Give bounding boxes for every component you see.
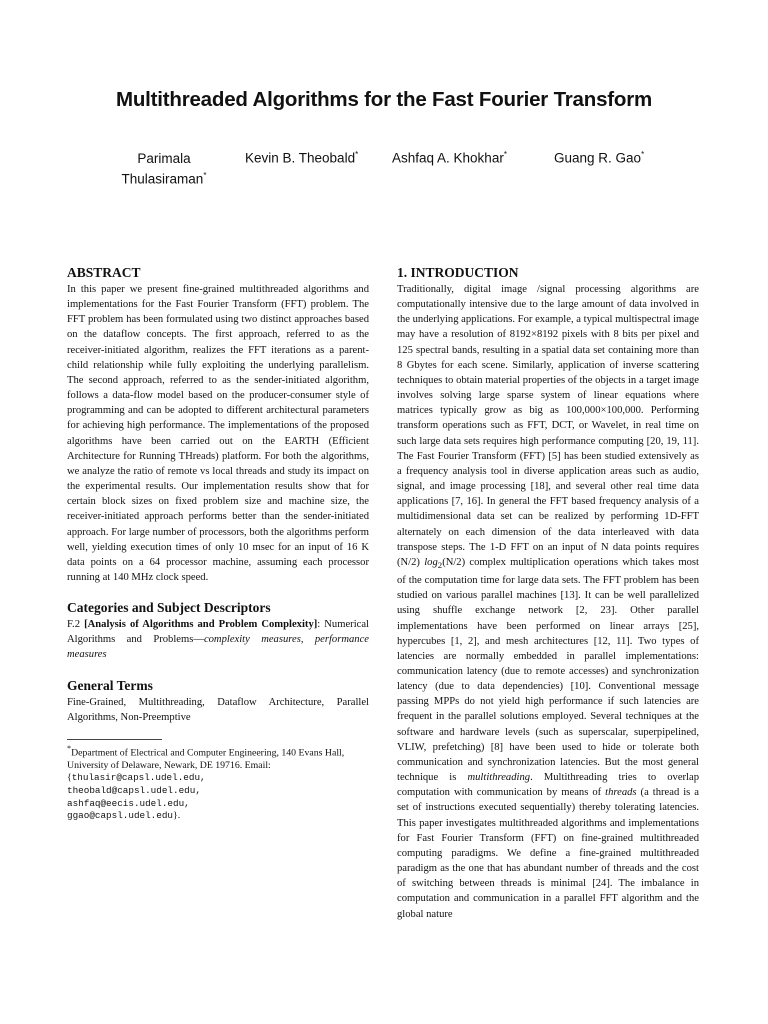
- categories-heading: Categories and Subject Descriptors: [67, 600, 271, 616]
- intro-emphasis: multithreading: [467, 772, 531, 784]
- introduction-text: [397, 282, 699, 922]
- intro-part: . Multithreading tries to overlap computation with communication by means of: [397, 772, 699, 799]
- footnote-email: ggao@capsl.udel.edu: [67, 810, 174, 822]
- general-terms-text: Fine-Grained, Multithreading, Dataflow Architecture, Parallel Algorithms, Non-Preemptive: [67, 696, 369, 723]
- footnote: [67, 743, 369, 823]
- author-name: Guang R. Gao: [554, 150, 642, 166]
- right-column: [397, 264, 699, 922]
- intro-part: (a thread is a set of instructions executed sequentially) thereby tolerating latencies. This paper investigates multithreaded algorithms and implementations for Fast Fourier Transform (FFT) on fine-grained multithreaded computing paradigms. We define a fine-grained multithreaded paradigm as the one that has abundant number of threads and the cost of switching between threads is minimal [24]. The imbalance in computation and communication in a parallel FFT algorithm and the global nature: [397, 787, 699, 920]
- log-subscript: 2: [437, 559, 443, 570]
- author-3: [392, 150, 507, 166]
- categories-text: [67, 617, 369, 662]
- category-plain: : Numerical Algorithms and Problems—: [67, 619, 369, 646]
- footnote-rule: [67, 739, 162, 740]
- author-name: Parimala Thulasiraman: [121, 151, 204, 187]
- footnote-mark: *: [67, 743, 72, 753]
- intro-part: Traditionally, digital image /signal processing algorithms are computationally intensive due to the large amount of data involved in the underlying applications. For example, a typical multispectral image may have a resolution of 8192×8192 pixels with 8 bits per pixel and 125 spectral bands, resulting in a spatial data set containing more than 8 Gbytes for each scene. Similarly, application of inverse scattering techniques to obtain material properties of the objects in a target image involves solving large sparse system of linear equations where matrices typically grow as big as 100,000×100,000. Performing transform operations such as FFT, DCT, or Wavelet, in real time on such large data sets requires high performance computing [20, 19, 11]. The Fast Fourier Transform (FFT) [5] has been studied extensively as a frequency analysis tool in diverse application areas such as audio, signal, and image processing [18], and several other real time data applications [7, 16]. In general the FFT based frequency analysis of a multidimensional data set can be realized by performing 1D-FFT alternately on each dimension of the data interleaved with data transpose steps. The 1-D FFT on an input of N data points requires (N/2): [397, 284, 699, 568]
- general-terms-heading: General Terms: [67, 677, 153, 693]
- author-mark: *: [355, 150, 359, 159]
- footnote-email: theobald@capsl.udel.edu,: [67, 784, 201, 796]
- footnote-email: ashfaq@eecis.udel.edu,: [67, 797, 190, 809]
- author-4: [554, 150, 644, 166]
- category-italic: complexity measures, performance measures: [67, 634, 369, 661]
- category-bold: [Analysis of Algorithms and Problem Complexity]: [84, 619, 318, 631]
- paper-title: Multithreaded Algorithms for the Fast Fourier Transform: [115, 88, 653, 111]
- category-code: F.2: [67, 619, 80, 631]
- author-mark: *: [503, 150, 507, 159]
- author-name: Kevin B. Theobald: [245, 150, 356, 166]
- footnote-text: Department of Electrical and Computer Engineering, 140 Evans Hall, University of Delaware, Newark, DE 19716. Email: {: [67, 747, 345, 784]
- author-mark: *: [641, 150, 645, 159]
- author-mark: *: [203, 171, 207, 180]
- author-1: [108, 150, 220, 188]
- author-name: Ashfaq A. Khokhar: [392, 150, 504, 166]
- left-column: [67, 264, 369, 823]
- author-2: [245, 150, 358, 166]
- footnote-close: }.: [173, 810, 181, 822]
- intro-emphasis: threads: [605, 787, 637, 799]
- abstract-text: In this paper we present fine-grained multithreaded algorithms and implementations for the Fast Fourier Transform (FFT) problem. The FFT problem has been formulated using two distinct approaches based on the dataflow concepts. The first approach, referred to as the receiver-initiated algorithm, realizes the FFT iterations as a parent-child relationship while fully exploiting the underlying parallelism. The second approach, referred to as the sender-initiated algorithm, follows a data-flow model based on the producer-consumer style of programming and can be adopted to different architectural parameters for achieving high performance. The implementations of the proposed algorithms have been carried out on the EARTH (Efficient Architecture for Running THreads) platform. For both the algorithms, we analyze the ratio of remote vs local threads and study its impact on the experimental results. Our implementation results show that for certain block sizes on fixed problem size and machine size, the receiver-initiated approach performs better than the sender-initiated approach. For large number of processors, both the algorithms perform well, yielding execution times of only 10 msec for an input of 16 K data points on a 64 processor machine, assuming each processor running at 140 MHz clock speed.: [67, 284, 369, 583]
- footnote-email: thulasir@capsl.udel.edu,: [71, 772, 206, 784]
- introduction-heading: 1. INTRODUCTION: [397, 265, 519, 280]
- log-symbol: log: [424, 556, 438, 568]
- intro-part: (N/2) complex multiplication operations which takes most of the computation time for large data sets. The FFT problem has been studied on various parallel machines [13]. It can be well parallelized using shuffle exchange network [2, 23]. Other parallel implementations have been performed on linear arrays [25], hypercubes [1, 2], and mesh architectures [12, 11]. Two types of latencies are normally embedded in parallel implementations: communication latency (due to remote accesses) and synchronization latency (due to data dependencies) [10]. Conventional message passing MPPs do not yield high performance if such latencies are frequent in the parallel solutions employed. Several techniques at the software and hardware levels (such as superscalar, superpipelined, VLIW, prefetching) [8] have been used to hide or tolerate both communication and synchronization latencies. But the most general technique is: [397, 556, 699, 784]
- abstract-heading: ABSTRACT: [67, 265, 141, 280]
